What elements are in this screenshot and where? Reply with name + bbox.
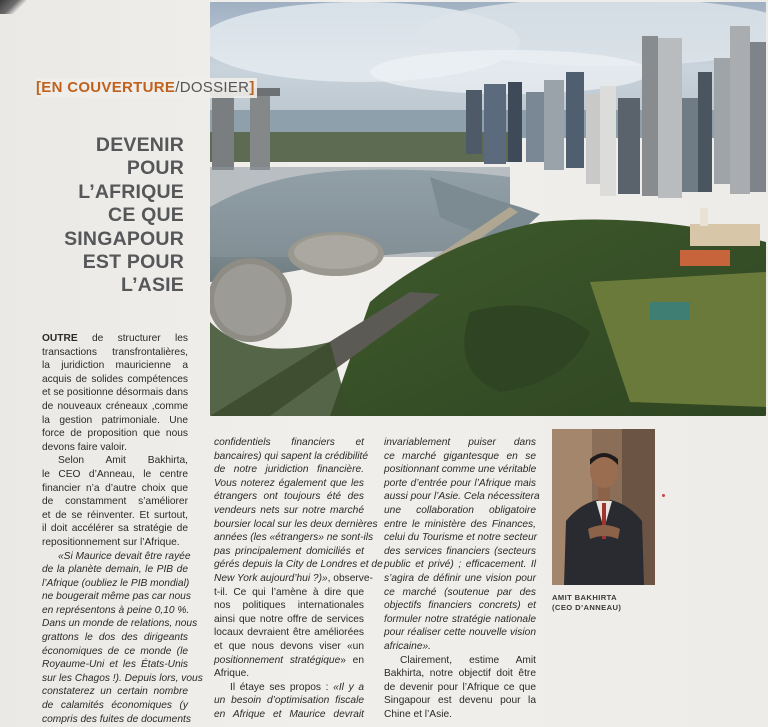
body-line: Afrique.	[214, 668, 250, 680]
body-line: la juridiction mauricienne a	[42, 360, 188, 372]
headline-line: L’ASIE	[121, 274, 184, 297]
body-line: en Afrique et Maurice devrait	[214, 708, 364, 720]
body-text: » en	[340, 654, 364, 666]
body-line: de la planète demain, le PIB de	[42, 564, 188, 576]
quote-paragraph	[42, 550, 203, 727]
body-line: ne bougerait même pas car nous	[42, 591, 191, 603]
lead-word: OUTRE	[42, 333, 78, 344]
body-line: une collaboration obligatoire	[384, 504, 536, 516]
body-line: de nouveaux créneaux ,comme	[42, 400, 188, 412]
body-line: compris des fuites de documents	[42, 713, 191, 725]
body-line: repositionnement sur l’Afrique.	[42, 536, 180, 548]
body-line: entre le ministère des Finances,	[384, 518, 536, 530]
body-line: pas principalement domiciliés et	[214, 545, 364, 557]
body-line: force de proposition que nous	[42, 428, 188, 440]
page-corner-shadow	[0, 0, 26, 14]
body-line: nos politiques internationales	[214, 600, 364, 612]
body-line: ce marché gigantesque en se	[384, 450, 536, 462]
paragraph	[214, 586, 364, 681]
headline-line: L’AFRIQUE	[78, 180, 184, 203]
body-line: de constamment s’améliorer	[42, 496, 188, 508]
body-line: formuler notre stratégie nationale	[384, 613, 536, 625]
body-line: années (les «étrangers» ne sont-ils	[214, 532, 374, 544]
body-line: grattons le dos des dirigeants	[42, 632, 188, 644]
body-line: Clairement, estime Amit	[400, 654, 536, 666]
body-line: invariablement puiser dans	[384, 437, 536, 448]
body-line: le CEO d’Anneau, le centre	[42, 468, 188, 480]
body-line: s’agira de définir une vision pour	[384, 572, 536, 584]
body-line: acquis de solides compétences	[42, 373, 188, 385]
portrait-photo	[552, 429, 655, 585]
body-line: Selon Amit Bakhirta,	[58, 455, 188, 467]
body-line: étrangers ont toujours été des	[214, 491, 364, 503]
body-line: ce marché (soutenue par des	[384, 586, 536, 598]
kicker-section: EN COUVERTURE	[41, 79, 176, 96]
body-text: «Il y a	[333, 681, 364, 693]
singapore-aerial-photo	[210, 2, 766, 416]
body-column-3	[384, 436, 540, 721]
body-line: des services financiers (secteurs	[384, 545, 536, 557]
headline-line: POUR	[126, 157, 184, 180]
body-line: locaux devraient être améliorées	[214, 627, 364, 639]
body-line: et de se réinventer. Et surtout,	[42, 509, 188, 521]
body-line: économiques de ce monde (le	[42, 645, 188, 657]
body-line: vendeurs nets sur notre marché	[214, 504, 364, 516]
body-line: «Si Maurice devait être rayée	[58, 550, 191, 562]
body-line: financier n’a d’autre choix que	[42, 482, 188, 494]
body-column-1	[42, 332, 203, 726]
headline-line: EST POUR	[82, 251, 184, 274]
body-text: , observe-	[327, 572, 373, 584]
headline-line: DEVENIR	[95, 134, 184, 156]
body-line: devons faire valoir.	[42, 441, 127, 453]
body-line: Vous noterez également que les	[214, 477, 364, 489]
body-line: un besoin d’optimisation fiscale	[214, 695, 364, 707]
body-line: de calamités économiques (y	[42, 700, 188, 712]
kicker-close-bracket: ]	[249, 79, 255, 96]
portrait-caption	[552, 593, 692, 613]
decorative-dot	[662, 494, 665, 497]
body-line	[42, 332, 188, 346]
body-line: la gestion patrimoniale. Une	[42, 414, 188, 426]
body-line: confidentiels financiers et	[214, 437, 364, 448]
body-line	[214, 681, 364, 695]
caption-role: (CEO D’ANNEAU)	[552, 603, 622, 612]
body-text: Il étaye ses propos :	[230, 681, 334, 693]
caption-name: AMIT BAKHIRTA	[552, 593, 617, 602]
body-line: celui du Tourisme et notre secteur	[384, 532, 538, 544]
quote-paragraph	[384, 436, 540, 654]
body-column-2	[214, 436, 383, 721]
kicker-separator: /	[175, 79, 180, 96]
headline-line: SINGAPOUR	[64, 227, 184, 250]
body-text: New York aujourd’hui ?)»	[214, 572, 328, 584]
body-line: positionnant comme une véritable	[384, 464, 537, 476]
body-line: sur les Chagos !). Depuis lors, vous	[42, 672, 203, 684]
body-line: et se positionne désormais dans	[42, 387, 189, 399]
body-text: positionnement stratégique	[214, 654, 341, 666]
body-line: boursier local sur les deux dernières	[214, 518, 378, 530]
headline-line: CE QUE	[108, 204, 184, 227]
body-line: et que nous devons viser «un	[214, 640, 364, 652]
kicker-subsection: DOSSIER	[179, 79, 250, 96]
kicker-open-bracket: [	[36, 79, 42, 96]
body-line: objectifs financiers concrets) et	[384, 600, 536, 612]
quote-paragraph	[214, 436, 383, 586]
body-line: public et privé) ; efficacement. Il	[384, 559, 536, 571]
paragraph	[42, 346, 188, 455]
body-line: constaterez un certain nombre	[42, 686, 188, 698]
body-line: transactions transfrontalières,	[42, 346, 188, 358]
body-line: aussi pour l’Asie. Cela nécessitera	[384, 491, 540, 503]
body-line: porte d’entrée pour l’Afrique mais	[384, 477, 536, 489]
body-line: Royaume-Uni et les États-Unis	[42, 659, 188, 671]
body-line: Bakhirta, notre objectif doit être	[384, 668, 536, 680]
body-line: Dans un monde de relations, nous	[42, 618, 198, 630]
paragraph	[42, 454, 188, 549]
body-line: pour réaliser cette nouvelle vision	[384, 627, 536, 639]
paragraph	[384, 654, 536, 722]
body-line: Chine et l’Asie.	[384, 708, 452, 720]
body-text: de structurer les	[91, 333, 188, 344]
body-line: t-il. Ce qui l’amène à dire que	[214, 586, 364, 598]
body-line: il doit accélérer sa stratégie de	[42, 523, 188, 535]
body-line	[214, 654, 364, 668]
body-line: Singapour est devenu pour la	[384, 695, 536, 707]
body-line: bancaires) qui sapent la crédibilité	[214, 450, 369, 462]
body-line: de devenir pour l’Afrique ce que	[384, 681, 536, 693]
body-line: de notre juridiction financière.	[214, 464, 364, 476]
body-line: en représentons à peine 0,10 %.	[42, 604, 190, 616]
article-headline	[4, 134, 184, 298]
section-kicker	[36, 78, 257, 98]
body-line: gérés depuis la City de Londres et de	[214, 559, 383, 571]
paragraph	[214, 681, 364, 722]
body-line	[214, 572, 373, 586]
body-line: ainsi que notre offre de services	[214, 613, 364, 625]
body-line: l’Afrique (oubliez le PIB mondial)	[42, 577, 190, 589]
body-line: africaine».	[384, 640, 432, 652]
